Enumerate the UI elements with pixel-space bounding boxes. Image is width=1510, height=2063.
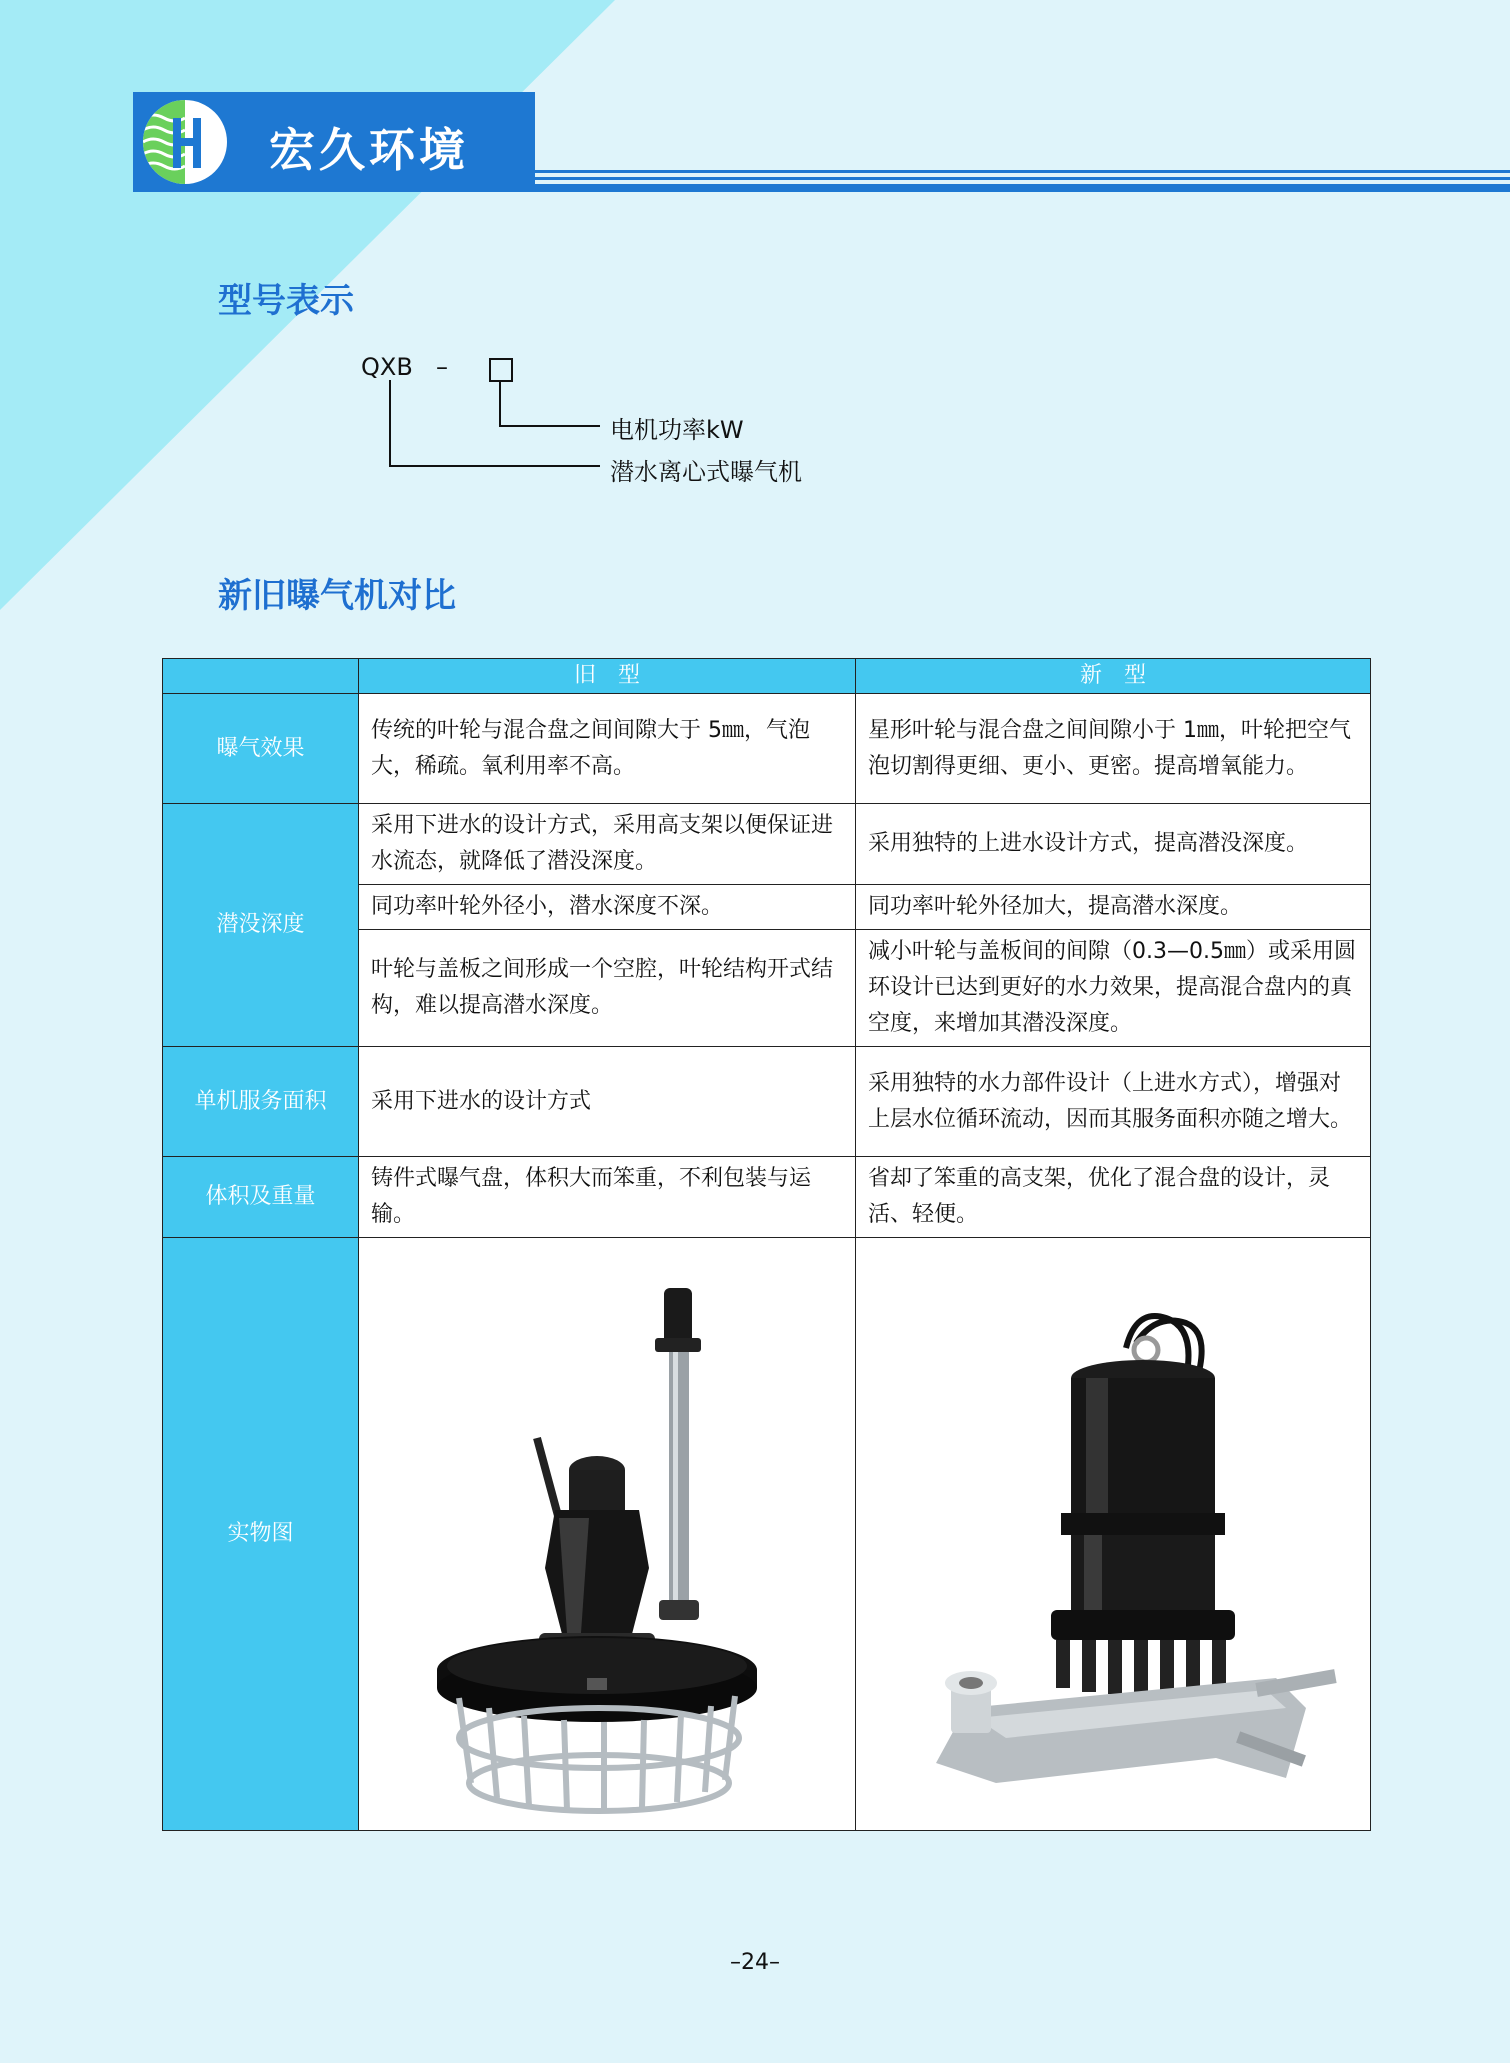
cell-new-volume: 省却了笨重的高支架，优化了混合盘的设计，灵活、轻便。 — [856, 1157, 1371, 1238]
row-label-service-area: 单机服务面积 — [163, 1047, 359, 1157]
legend-type: 潜水离心式曝气机 — [610, 458, 802, 486]
row-label-depth: 潜没深度 — [163, 804, 359, 1047]
header-rule-lines — [535, 170, 1510, 192]
table-row-photo — [163, 1238, 1371, 1831]
logo-icon — [143, 100, 227, 184]
table-row-service-area — [163, 1047, 1371, 1157]
model-power-placeholder-box — [489, 358, 513, 382]
model-diagram-lines — [380, 380, 600, 470]
model-dash: – — [436, 353, 448, 381]
compare-section-title: 新旧曝气机对比 — [218, 576, 456, 616]
model-code: QXB — [361, 353, 413, 381]
cell-old-depth-1: 采用下进水的设计方式，采用高支架以便保证进水流态，就降低了潜没深度。 — [359, 804, 856, 885]
row-label-aeration: 曝气效果 — [163, 694, 359, 804]
cell-old-service-area: 采用下进水的设计方式 — [359, 1047, 856, 1157]
legend-power: 电机功率kW — [610, 416, 744, 444]
company-logo — [143, 100, 227, 184]
header-brand-block — [133, 92, 535, 192]
table-row-volume — [163, 1157, 1371, 1238]
header-old: 旧 型 — [359, 659, 856, 694]
cell-new-service-area: 采用独特的水力部件设计（上进水方式），增强对上层水位循环流动，因而其服务面积亦随之增大。 — [856, 1047, 1371, 1157]
company-name: 宏久环境 — [269, 123, 469, 177]
cell-old-depth-2: 同功率叶轮外径小，潜水深度不深。 — [359, 885, 856, 930]
new-aerator-photo — [856, 1238, 1371, 1831]
header-new: 新 型 — [856, 659, 1371, 694]
page-number: –24– — [730, 1950, 780, 1975]
row-label-volume: 体积及重量 — [163, 1157, 359, 1238]
table-row-depth-1 — [163, 804, 1371, 885]
table-header-row — [163, 659, 1371, 694]
header-corner — [163, 659, 359, 694]
new-aerator-image — [856, 1238, 1371, 1818]
old-aerator-photo — [359, 1238, 856, 1831]
cell-new-depth-3: 减小叶轮与盖板间的间隙（0.3—0.5㎜）或采用圆环设计已达到更好的水力效果，提高混合盘内的真空度，来增加其潜没深度。 — [856, 930, 1371, 1047]
old-aerator-image — [359, 1238, 856, 1818]
model-section-title: 型号表示 — [218, 281, 354, 321]
cell-new-depth-2: 同功率叶轮外径加大，提高潜水深度。 — [856, 885, 1371, 930]
comparison-table — [162, 658, 1371, 1831]
table-row-aeration — [163, 694, 1371, 804]
row-label-photo: 实物图 — [163, 1238, 359, 1831]
cell-old-depth-3: 叶轮与盖板之间形成一个空腔，叶轮结构开式结构，难以提高潜水深度。 — [359, 930, 856, 1047]
cell-old-aeration: 传统的叶轮与混合盘之间间隙大于 5㎜，气泡大，稀疏。氧利用率不高。 — [359, 694, 856, 804]
cell-new-aeration: 星形叶轮与混合盘之间间隙小于 1㎜，叶轮把空气泡切割得更细、更小、更密。提高增氧能力。 — [856, 694, 1371, 804]
cell-old-volume: 铸件式曝气盘，体积大而笨重，不利包装与运输。 — [359, 1157, 856, 1238]
cell-new-depth-1: 采用独特的上进水设计方式，提高潜没深度。 — [856, 804, 1371, 885]
